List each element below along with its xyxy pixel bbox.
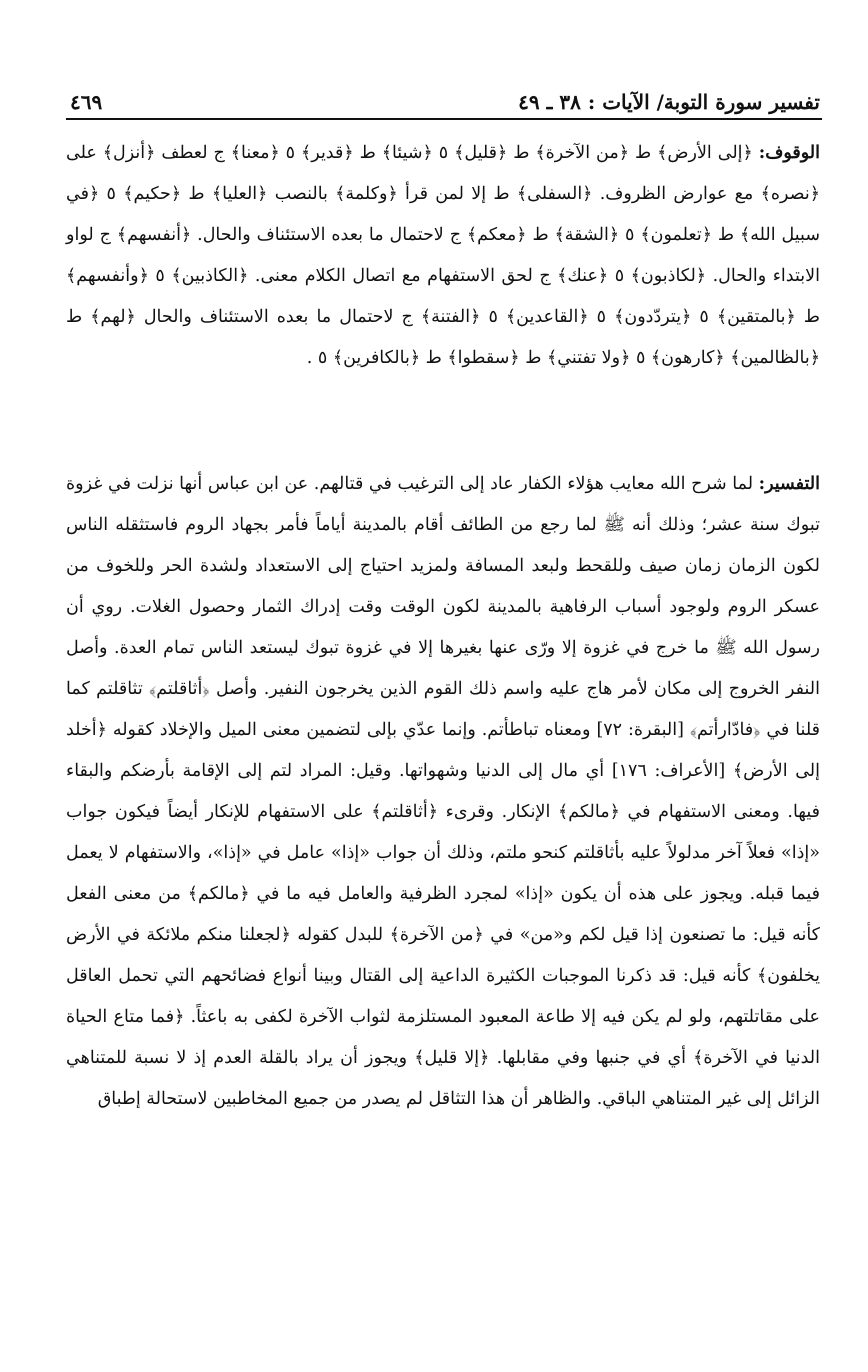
waqf-paragraph — [66, 133, 820, 379]
tafsir-text: لما شرح الله معايب هؤلاء الكفار عاد إلى الترغيب في قتالهم. عن ابن عباس أنها نزلت في غزوة تبوك سنة عشر؛ وذلك أنه ﷺ لما رجع من الطائف أقام بالمدينة أياماً فأمر بجهاد الروم فاستثقله الناس لكون الزمان زمان صيف وللقحط ولبعد المسافة ولمزيد احتياج إلى الاستعداد ولشدة الحر وللخوف من عسكر الروم ولوجود أسباب الرفاهية بالمدينة لكون الوقت وقت إدراك الثمار وحصول الغلات. روي أن رسول الله ﷺ ما خرج في غزوة إلا ورّى عنها بغيرها إلا في غزوة تبوك ليستعد الناس تمام العدة. وأصل النفر الخروج إلى مكان لأمر هاج عليه واسم ذلك القوم الذين يخرجون النفير. وأصل ﴿أثاقلتم﴾ تثاقلتم كما قلنا في ﴿فادّارأتم﴾ [البقرة: ٧٢] ومعناه تباطأتم. وإنما عدّي بإلى لتضمين معنى الميل والإخلاد كقوله ﴿أخلد إلى الأرض﴾ [الأعراف: ١٧٦] أي مال إلى الدنيا وشهواتها. وقيل: المراد لتم إلى الإقامة بأرضكم والبقاء فيها. ومعنى الاستفهام في ﴿مالكم﴾ الإنكار. وقرىء ﴿أثاقلتم﴾ على الاستفهام للإنكار أيضاً فيكون جواب «إذا» فعلاً آخر مدلولاً عليه بأثاقلتم كنحو ملتم، وذلك أن جواب «إذا» عامل في «إذا»، والاستفهام لا يعمل فيما قبله. ويجوز على هذه أن يكون «إذا» لمجرد الظرفية والعامل فيه ما في ﴿مالكم﴾ من معنى الفعل كأنه قيل: ما تصنعون إذا قيل لكم و«من» في ﴿من الآخرة﴾ للبدل كقوله ﴿لجعلنا منكم ملائكة في الأرض يخلفون﴾ كأنه قيل: قد ذكرنا الموجبات الكثيرة الداعية إلى القتال وبينا أنواع فضائحهم التي تحمل العاقل على مقاتلتهم، ولو لم يكن فيه إلا طاعة المعبود المستلزمة لثواب الآخرة لكفى به باعثاً. ﴿فما متاع الحياة الدنيا في الآخرة﴾ أي في جنبها وفي مقابلها. ﴿إلا قليل﴾ ويجوز أن يراد بالقلة العدم إذ لا نسبة للمتناهي الزائل إلى غير المتناهي الباقي. والظاهر أن هذا التثاقل لم يصدر من جميع المخاطبين لاستحالة إطباق — [66, 474, 820, 1109]
header-divider — [66, 118, 822, 120]
page-number: ٤٦٩ — [70, 90, 103, 114]
waqf-text: ﴿إلى الأرض﴾ ط ﴿من الآخرة﴾ ط ﴿قليل﴾ ٥ ﴿شيئا﴾ ط ﴿قدير﴾ ٥ ﴿معنا﴾ ج لعطف ﴿أنزل﴾ على ﴿نصره﴾ مع عوارض الظروف. ﴿السفلى﴾ ط إلا لمن قرأ ﴿وكلمة﴾ بالنصب ﴿العليا﴾ ط ﴿حكيم﴾ ٥ ﴿في سبيل الله﴾ ط ﴿تعلمون﴾ ٥ ﴿الشقة﴾ ط ﴿معكم﴾ ج لاحتمال ما بعده الاستئناف والحال. ﴿أنفسهم﴾ ج لواو الابتداء والحال. ﴿لكاذبون﴾ ٥ ﴿عنك﴾ ج لحق الاستفهام مع اتصال الكلام معنى. ﴿الكاذبين﴾ ٥ ﴿وأنفسهم﴾ ط ﴿بالمتقين﴾ ٥ ﴿يتردّدون﴾ ٥ ﴿القاعدين﴾ ٥ ﴿الفتنة﴾ ج لاحتمال ما بعده الاستئناف والحال ﴿لهم﴾ ط ﴿بالظالمين﴾ ﴿كارهون﴾ ٥ ﴿ولا تفتني﴾ ط ﴿سقطوا﴾ ط ﴿بالكافرين﴾ ٥ . — [66, 143, 820, 368]
running-title: تفسير سورة التوبة/ الآيات : ٣٨ ـ ٤٩ — [518, 90, 820, 114]
running-header — [70, 80, 820, 114]
tafsir-paragraph — [66, 464, 820, 1120]
waqf-label: الوقوف: — [758, 143, 820, 163]
tafsir-label: التفسير: — [758, 474, 820, 494]
